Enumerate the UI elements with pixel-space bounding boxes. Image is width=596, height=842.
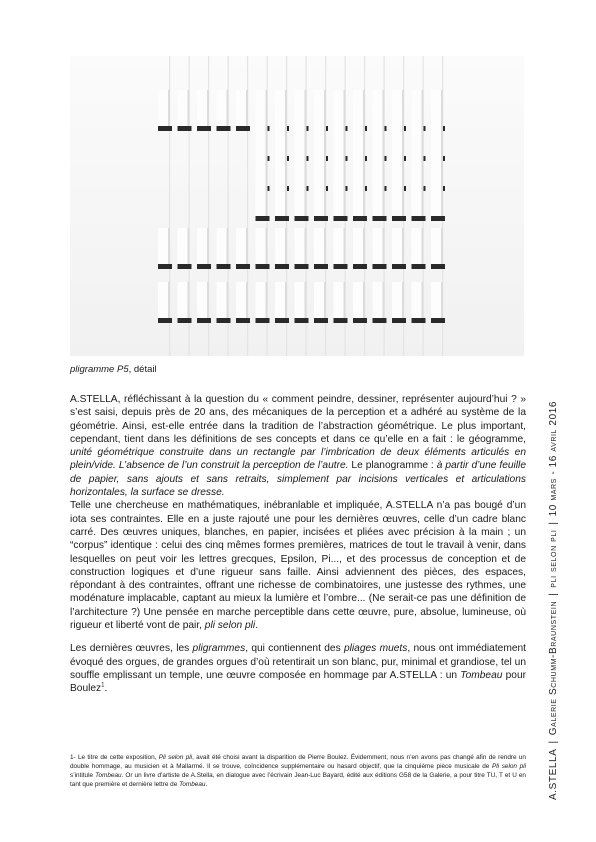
caption-title: pligramme P5 [70,364,129,375]
caption-detail: , détail [128,364,157,375]
relief-bar-shadow [295,264,309,269]
sidebar-separator: | [548,521,559,525]
paragraph-1 [70,393,526,499]
relief-bar-shadow [412,264,426,269]
relief-bar-side [266,282,268,318]
p3-end: . [104,683,108,695]
relief-bar-side [422,228,424,264]
relief-bar-shadow [334,264,348,269]
relief-bar-shadow [353,318,367,323]
relief-bar-shadow [412,216,426,221]
relief-bar-side [344,282,346,318]
relief-bar-side [305,282,307,318]
relief-bar-side [168,282,170,318]
relief-bar-shadow [256,216,270,221]
p3-text-4: pour Boulez [70,669,526,695]
relief-bar-side [402,180,404,216]
relief-bar-side [188,90,190,126]
vertical-sidebar [548,401,559,800]
relief-bar-side [266,180,268,216]
p1-geogramme-def: unité géométrique construite dans un rectangle par l’imbrication de deux éléments articulés en plein/vide. L’absence de l’un construit la perception de l’autre. [70,447,526,472]
relief-bar-side [383,282,385,318]
relief-bar-side [441,180,443,216]
relief-bar-side [324,282,326,318]
relief-bar-side [285,228,287,264]
relief-bar-shadow [431,264,445,269]
footnote-text-4: . Or un livre d’artiste de A.Stella, en dialogue avec l’écrivain Jean-Luc Bayard, édité aux éditions G58 de la Galerie, a pour titre TU, T et U en tant que première et dernière lettre de [70,772,526,788]
sidebar-dates: 10 mars - 16 avril 2016 [548,400,559,517]
relief-bar-side [285,282,287,318]
relief-bar-side [324,180,326,216]
sidebar-artist: A.STELLA [548,748,559,800]
relief-bar-side [324,228,326,264]
relief-bar-side [168,90,170,126]
sidebar-title: pli selon pli [548,529,559,588]
footnote-text-2: , avait été choisi avant la disparition de Pierre Boulez. Évidemment, nous n’en avons pas changé afin de rendre un double hommage, au musicien et à Mallarmé. Il se trouve, coïncidence supplémentaire ou hasard objectif, que la cinquième pièce musicale de [70,754,526,770]
body-text [70,393,526,696]
relief-bar-side [207,282,209,318]
relief-bar-side [207,228,209,264]
relief-bar-side [363,282,365,318]
relief-bar-shadow [431,216,445,221]
relief-bar-shadow [373,216,387,221]
relief-bar-shadow [334,216,348,221]
relief-bar-shadow [197,318,211,323]
relief-bar-shadow [236,264,250,269]
relief-bar-side [188,228,190,264]
relief-bar-side [227,90,229,126]
relief-bar-shadow [295,318,309,323]
relief-bar-shadow [256,264,270,269]
relief-bar-side [402,228,404,264]
relief-bar-shadow [217,264,231,269]
footnote-marker: 1 [101,682,105,689]
relief-bar-shadow [373,318,387,323]
p3-pligrammes: pligrammes [192,643,246,655]
relief-bar-side [285,180,287,216]
paragraph-2 [70,499,526,632]
relief-bar-side [383,180,385,216]
p3-text: Les dernières œuvres, les [70,643,193,655]
relief-bar-shadow [217,126,231,131]
relief-bar-side [246,228,248,264]
relief-bar-side [422,180,424,216]
sidebar-separator: | [548,592,559,596]
relief-bar-side [402,282,404,318]
relief-bar-shadow [217,318,231,323]
relief-bar-shadow [314,264,328,269]
relief-bar-shadow [178,264,192,269]
relief-bar-shadow [431,318,445,323]
relief-bar-side [363,180,365,216]
relief-bar-shadow [373,264,387,269]
footnote-italic-3: Tombeau [95,772,122,779]
relief-bar-side [422,282,424,318]
relief-bar-shadow [353,264,367,269]
p2-italic: pli selon pli [204,620,256,632]
relief-bar-shadow [158,318,172,323]
relief-bar-side [344,180,346,216]
relief-bar-shadow [178,318,192,323]
image-caption [70,364,530,376]
p3-pliages: pliages muets [343,643,408,655]
relief-bar-shadow [314,216,328,221]
p3-tombeau: Tombeau [460,669,503,681]
relief-bar-shadow [275,216,289,221]
relief-bar-shadow [392,318,406,323]
relief-bar-side [305,228,307,264]
relief-bar-shadow [197,126,211,131]
relief-bar-side [168,228,170,264]
footnote-end: . [205,781,208,788]
relief-bar-side [441,282,443,318]
footnote-italic-4: Tombeau [179,781,206,788]
relief-bar-side [227,228,229,264]
relief-bar-side [266,228,268,264]
footnote-text: 1- Le titre de cette exposition, [70,754,159,761]
relief-bar-shadow [314,318,328,323]
p2-end: . [255,620,259,632]
p3-text-2: , qui contiennent des [245,643,344,655]
paragraph-3 [70,642,526,695]
footnote-italic: Pli selon pli [158,754,193,761]
p1-text: A.STELLA, réfléchissant à la question du « comment peindre, dessiner, représenter aujourd’hui ? » s’est saisi, depuis près de 20 ans, des mécaniques de la perception et a adhéré au système de la géométrie. Ainsi, est-elle entrée dans la tradition de l’abstraction géométrique. Le plus important, cependant, tient dans les définitions de ses concepts et dans ce qu’elle en a fait : le géogramme, [70,394,526,445]
p1-planogramme-def: à partir d’une feuille de papier, sans ajouts et sans retraits, simplement par incisions verticales et articulations horizontales, la surface se dresse. [70,460,526,499]
footnote [70,753,526,789]
relief-bar-shadow [392,264,406,269]
relief-bar-side [227,282,229,318]
relief-bar-shadow [197,264,211,269]
relief-bar-shadow [275,264,289,269]
relief-bar-shadow [236,318,250,323]
footnote-text-3: s’intitule [70,772,96,779]
relief-bar-shadow [236,126,250,131]
relief-bar-side [188,282,190,318]
p3-text-3: , nous ont immédiatement évoqué des orgues, de grandes orgues d’où retentirait un son blanc, pur, minimal et grandiose, tel un souffle emplissant un temple, une œuvre composée en hommage par A.STELLA : un [70,643,526,681]
relief-bar-side [305,180,307,216]
relief-bar-shadow [353,216,367,221]
relief-bar-shadow [392,216,406,221]
p1-text-2: Le planogramme : [348,460,437,472]
relief-bar-side [246,282,248,318]
relief-bar-side [207,90,209,126]
relief-bar-side [441,228,443,264]
relief-bar-shadow [158,264,172,269]
relief-bar-shadow [275,318,289,323]
relief-bar-side [344,228,346,264]
relief-bar-side [246,90,248,126]
relief-bar-shadow [412,318,426,323]
sidebar-gallery: Galerie Schumm-Braunstein [548,600,559,736]
relief-bar-side [383,228,385,264]
sidebar-separator: | [548,740,559,744]
relief-bar-side [363,228,365,264]
relief-bar-shadow [256,318,270,323]
footnote-italic-2: Pli selon pli [491,763,526,770]
relief-bar-shadow [178,126,192,131]
artwork-photo [70,56,524,356]
relief-bar-shadow [158,126,172,131]
relief-bar-shadow [295,216,309,221]
p2-text: Telle une chercheuse en mathématiques, inébranlable et impliquée, A.STELLA n’a pas bougé d’un iota ses contraintes. Elle en a juste rajouté une pour les dernières œuvres, celle d’un cadre blanc carré. Des œuvres uniques, blanches, en papier, incisées et pliées avec précision à la main ; un “corpus” identique : celui des cinq mêmes formes premières, matrices de tout le travail à venir, dans lesquelles on peut voir les lettres grecques, Epsilon, Pi..., et des processus de conception et de construction logiques et d’une rigueur sans faille. Ainsi adviennent des pièces, des espaces, répondant à des contraintes, offrant une richesse de combinatoires, une justesse des rythmes, une modénature implacable, captant au mieux la lumière et l’ombre... (Ne serait-ce pas une définition de l’architecture ?) Une pensée en marche perceptible dans cette œuvre, pure, absolue, lumineuse, où rigueur et liberté vont de pair, [70,500,526,632]
relief-bar-shadow [334,318,348,323]
